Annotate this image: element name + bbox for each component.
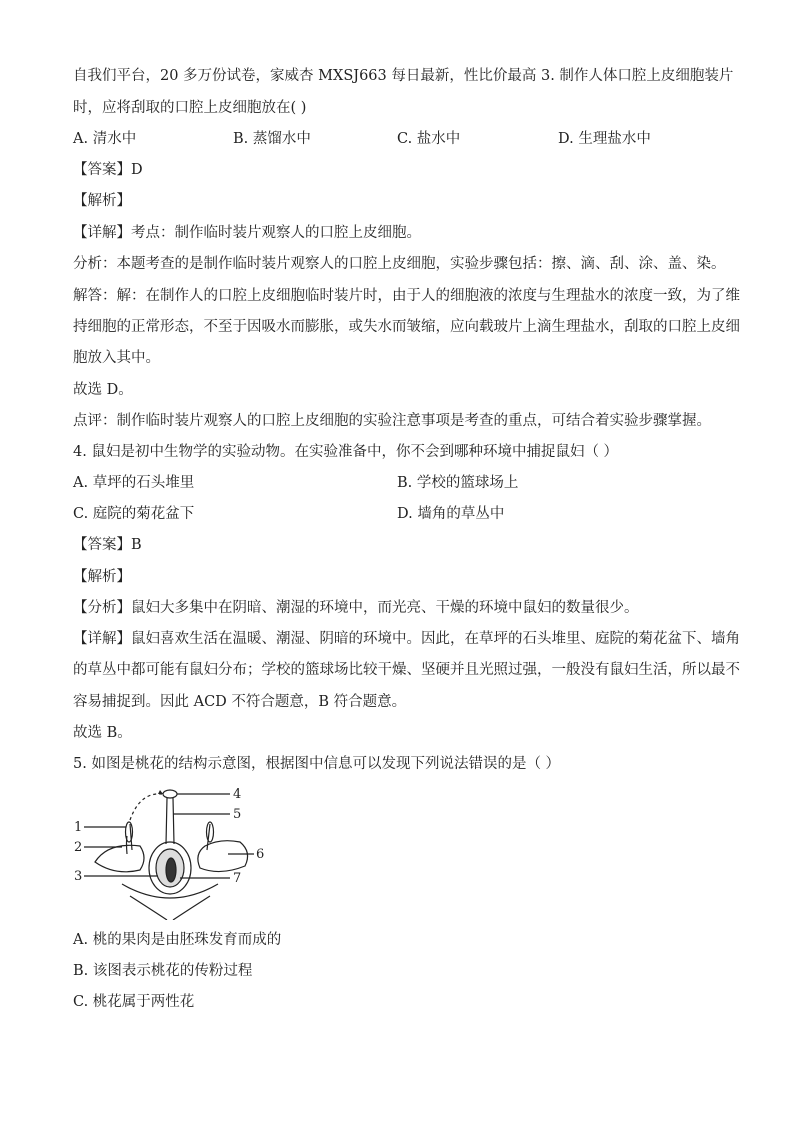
q5-stem: 5. 如图是桃花的结构示意图，根据图中信息可以发现下列说法错误的是（ ） [73, 756, 561, 772]
label-2: 2 [74, 840, 83, 855]
q4-answer: 【答案】B [73, 537, 142, 553]
q4-stem: 4. 鼠妇是初中生物学的实验动物。在实验准备中，你不会到哪种环境中捕捉鼠妇（ ） [73, 444, 619, 460]
label-5: 5 [233, 807, 242, 822]
q3-option-d: D. 生理盐水中 [558, 131, 651, 147]
q3-jieda-line2: 持细胞的正常形态，不至于因吸水而膨胀，或失水而皱缩，应向载玻片上滴生理盐水，刮取的口腔上皮细 [73, 319, 740, 335]
q5-option-b: B. 该图表示桃花的传粉过程 [73, 963, 253, 979]
q4-option-c: C. 庭院的菊花盆下 [73, 506, 195, 522]
peach-flower-diagram [70, 780, 290, 920]
label-4: 4 [233, 787, 242, 802]
q3-jieda-line1: 解答：解：在制作人的口腔上皮细胞临时装片时，由于人的细胞液的浓度与生理盐水的浓度一致，为了维 [73, 288, 740, 304]
q3-stem-line2: 时，应将刮取的口腔上皮细胞放在( ) [73, 100, 307, 116]
q3-option-b: B. 蒸馏水中 [233, 131, 311, 147]
q4-conclusion: 故选 B。 [73, 725, 132, 741]
right-petal [198, 841, 248, 872]
pollination-arrow [130, 794, 162, 820]
label-7: 7 [233, 871, 242, 886]
q3-answer: 【答案】D [73, 162, 143, 178]
arrow-head [158, 790, 163, 794]
style [166, 798, 174, 844]
q4-detail-line2: 的草丛中都可能有鼠妇分布；学校的篮球场比较干燥、坚硬并且光照过强，一般没有鼠妇生活，所以最不 [73, 662, 740, 678]
q3-stem-line1: 自我们平台，20 多万份试卷，家威杏 MXSJ663 每日最新，性比价最高 3. 制作人体口腔上皮细胞装片 [73, 68, 734, 84]
q4-analysis-tag: 【解析】 [73, 569, 131, 585]
q3-comment: 点评：制作临时装片观察人的口腔上皮细胞的实验注意事项是考查的重点，可结合着实验步骤掌握。 [73, 413, 711, 429]
left-petal [95, 845, 144, 871]
label-6: 6 [256, 847, 265, 862]
label-1: 1 [74, 820, 83, 835]
left-filament-2 [127, 836, 128, 854]
q3-fenxi: 分析：本题考查的是制作临时装片观察人的口腔上皮细胞，实验步骤包括：擦、滴、刮、涂、盖、染。 [73, 256, 726, 272]
base-left-curve [130, 896, 167, 920]
q3-conclusion: 故选 D。 [73, 382, 133, 398]
peach-flower-svg [70, 780, 290, 920]
q5-option-a: A. 桃的果肉是由胚珠发育而成的 [73, 932, 282, 948]
ovule [166, 858, 176, 882]
q4-option-b: B. 学校的篮球场上 [397, 475, 519, 491]
q3-jieda-line3: 胞放入其中。 [73, 350, 160, 366]
q4-option-d: D. 墙角的草丛中 [397, 506, 505, 522]
q3-analysis-tag: 【解析】 [73, 193, 131, 209]
q4-fenxi: 【分析】鼠妇大多集中在阴暗、潮湿的环境中，而光亮、干燥的环境中鼠妇的数量很少。 [73, 600, 639, 616]
base-right-curve [173, 896, 210, 920]
q5-option-c: C. 桃花属于两性花 [73, 994, 195, 1010]
stigma [163, 790, 177, 798]
label-3: 3 [74, 869, 83, 884]
q4-detail-line1: 【详解】鼠妇喜欢生活在温暖、潮湿、阴暗的环境中。因此，在草坪的石头堆里、庭院的菊花盆下、墙角 [73, 631, 740, 647]
q3-option-a: A. 清水中 [73, 131, 137, 147]
q4-option-a: A. 草坪的石头堆里 [73, 475, 195, 491]
q3-option-c: C. 盐水中 [397, 131, 461, 147]
q3-detail: 【详解】考点：制作临时装片观察人的口腔上皮细胞。 [73, 225, 421, 241]
q4-detail-line3: 容易捕捉到。因此 ACD 不符合题意，B 符合题意。 [73, 694, 407, 710]
